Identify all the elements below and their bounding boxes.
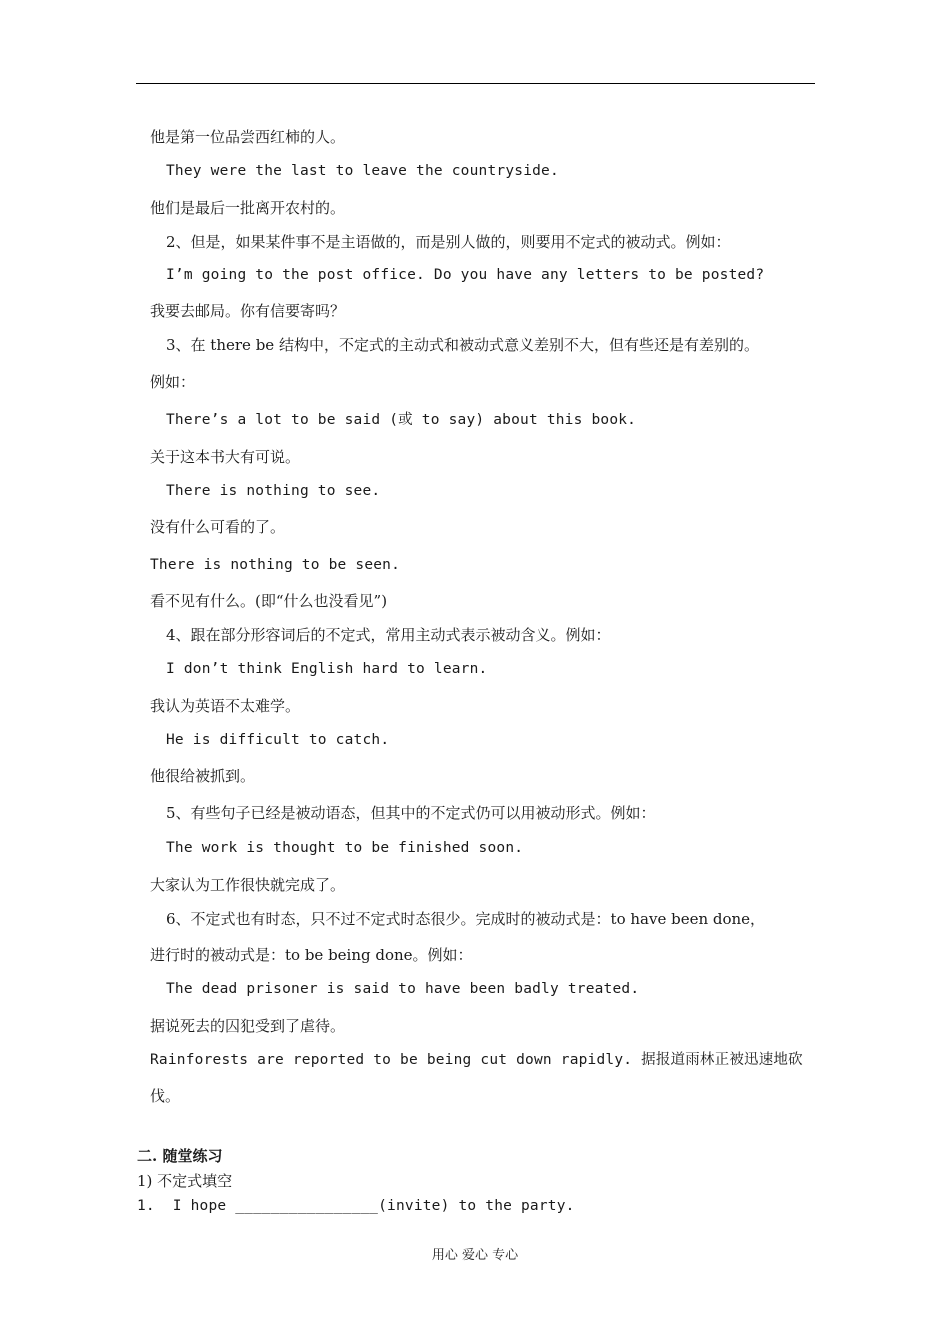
text-line: 我要去邮局。你有信要寄吗？ xyxy=(150,302,346,320)
text-line: 没有什么可看的了。 xyxy=(150,518,286,536)
text-line: 例如： xyxy=(150,373,196,391)
text-line: He is difficult to catch. xyxy=(166,732,390,748)
text-line: 关于这本书大有可说。 xyxy=(150,448,301,466)
text-line: The dead prisoner is said to have been badly treated. xyxy=(166,981,640,997)
text-line: There is nothing to see. xyxy=(166,483,381,499)
text-line: 5、有些句子已经是被动语态，但其中的不定式仍可以用被动形式。例如： xyxy=(166,804,656,822)
text-line: 伐。 xyxy=(150,1087,181,1105)
text-line: I’m going to the post office. Do you have any letters to be posted? xyxy=(166,267,765,283)
text-line: 4、跟在部分形容词后的不定式，常用主动式表示被动含义。例如： xyxy=(166,626,611,644)
exercise-item: 1. I hope ________________(invite) to the party. xyxy=(137,1198,575,1214)
text-line: 据说死去的囚犯受到了虐待。 xyxy=(150,1017,346,1035)
text-line: 6、不定式也有时态，只不过不定式时态很少。完成时的被动式是：to have been done， xyxy=(166,910,766,928)
header-rule xyxy=(136,83,815,84)
section-title: 二. 随堂练习 xyxy=(137,1147,223,1165)
text-line: There’s a lot to be said (或 to say) about this book. xyxy=(166,412,637,428)
text-line: The work is thought to be finished soon. xyxy=(166,840,524,856)
text-line: 他很给被抓到。 xyxy=(150,767,256,785)
text-line: I don’t think English hard to learn. xyxy=(166,661,488,677)
text-line: 他们是最后一批离开农村的。 xyxy=(150,199,346,217)
text-line: 看不见有什么。(即“什么也没看见”) xyxy=(150,592,388,610)
text-line: 2、但是，如果某件事不是主语做的，而是别人做的，则要用不定式的被动式。例如： xyxy=(166,233,731,251)
text-line: They were the last to leave the countryside. xyxy=(166,163,559,179)
text-line: 大家认为工作很快就完成了。 xyxy=(150,876,346,894)
text-line: 他是第一位品尝西红柿的人。 xyxy=(150,128,346,146)
text-line: Rainforests are reported to be being cut down rapidly. 据报道雨林正被迅速地砍 xyxy=(150,1052,803,1068)
text-line: 3、在 there be 结构中，不定式的主动式和被动式意义差别不大，但有些还是有差别的。 xyxy=(166,336,759,354)
page-footer: 用心 爱心 专心 xyxy=(431,1248,519,1263)
text-line: 我认为英语不太难学。 xyxy=(150,697,301,715)
exercise-subheading: 1) 不定式填空 xyxy=(137,1172,233,1190)
text-line: There is nothing to be seen. xyxy=(150,557,401,573)
text-line: 进行时的被动式是：to be being done。例如： xyxy=(150,946,473,964)
